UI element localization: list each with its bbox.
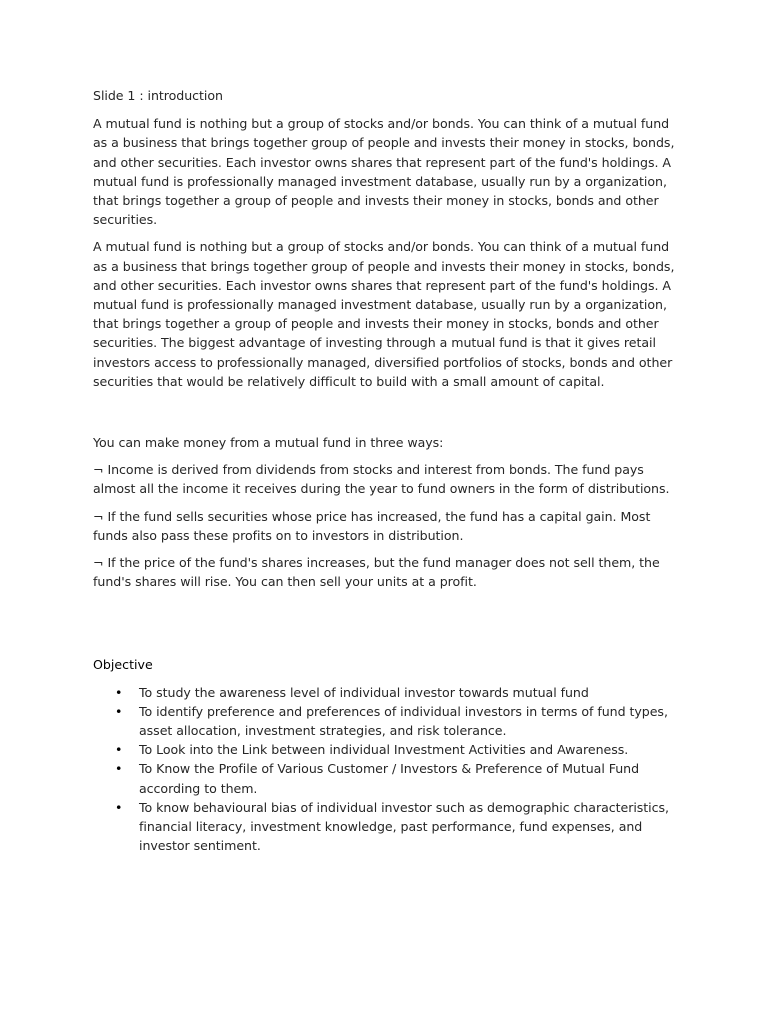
list-item — [93, 702, 683, 740]
intro-paragraph-1: A mutual fund is nothing but a group of stocks and/or bonds. You can think of a mutual fund as a business that brings together group of people and invests their money in stocks, bonds, and other securities. Each investor owns shares that represent part of the fund's holdings. A mutual fund is professionally managed investment database, usually run by a organization, that brings together a group of people and invests their money in stocks, bonds and other securities. — [93, 116, 675, 228]
document-page — [93, 86, 683, 856]
list-item — [93, 798, 683, 856]
bullet-icon: • — [115, 684, 123, 700]
bullet-icon: • — [115, 761, 123, 777]
objective-heading: Objective — [93, 657, 153, 673]
bullet-icon: • — [115, 799, 123, 815]
objective-text: To know behavioural bias of individual investor such as demographic characteristics, financial literacy, investment knowledge, past performance, fund expenses, and investor sentiment. — [139, 799, 669, 854]
list-item — [93, 759, 683, 797]
objective-text: To Know the Profile of Various Customer / Investors & Preference of Mutual Fund according to them. — [139, 761, 640, 796]
way-item-1: ¬ Income is derived from dividends from stocks and interest from bonds. The fund pays almost all the income it receives during the year to fund owners in the form of distributions. — [93, 462, 670, 497]
intro-paragraph-2: A mutual fund is nothing but a group of stocks and/or bonds. You can think of a mutual fund as a business that brings together group of people and invests their money in stocks, bonds, and other securities. Each investor owns shares that represent part of the fund's holdings. A mutual fund is professionally managed investment database, usually run by a organization, that brings together a group of people and invests their money in stocks, bonds and other securities. The biggest advantage of investing through a mutual fund is that it gives retail investors access to professionally managed, diversified portfolios of stocks, bonds and other securities that would be relatively difficult to build with a small amount of capital. — [93, 239, 675, 389]
way-item-2: ¬ If the fund sells securities whose price has increased, the fund has a capital gain. Most funds also pass these profits on to investors in distribution. — [93, 508, 651, 543]
way-item-3: ¬ If the price of the fund's shares increases, but the fund manager does not sell them, the fund's shares will rise. You can then sell your units at a profit. — [93, 555, 660, 590]
objective-text: To Look into the Link between individual Investment Activities and Awareness. — [139, 742, 629, 758]
slide-heading: Slide 1 : introduction — [93, 88, 223, 103]
spacer — [93, 399, 683, 433]
list-item — [93, 740, 683, 759]
objective-text: To study the awareness level of individual investor towards mutual fund — [139, 684, 589, 700]
objective-text: To identify preference and preferences of individual investors in terms of fund types, asset allocation, investment strategies, and risk tolerance. — [139, 703, 668, 739]
list-item — [93, 683, 683, 702]
ways-intro: You can make money from a mutual fund in three ways: — [93, 435, 444, 451]
spacer — [93, 599, 683, 655]
objectives-list — [93, 683, 683, 856]
bullet-icon: • — [115, 742, 123, 758]
bullet-icon: • — [115, 703, 123, 719]
